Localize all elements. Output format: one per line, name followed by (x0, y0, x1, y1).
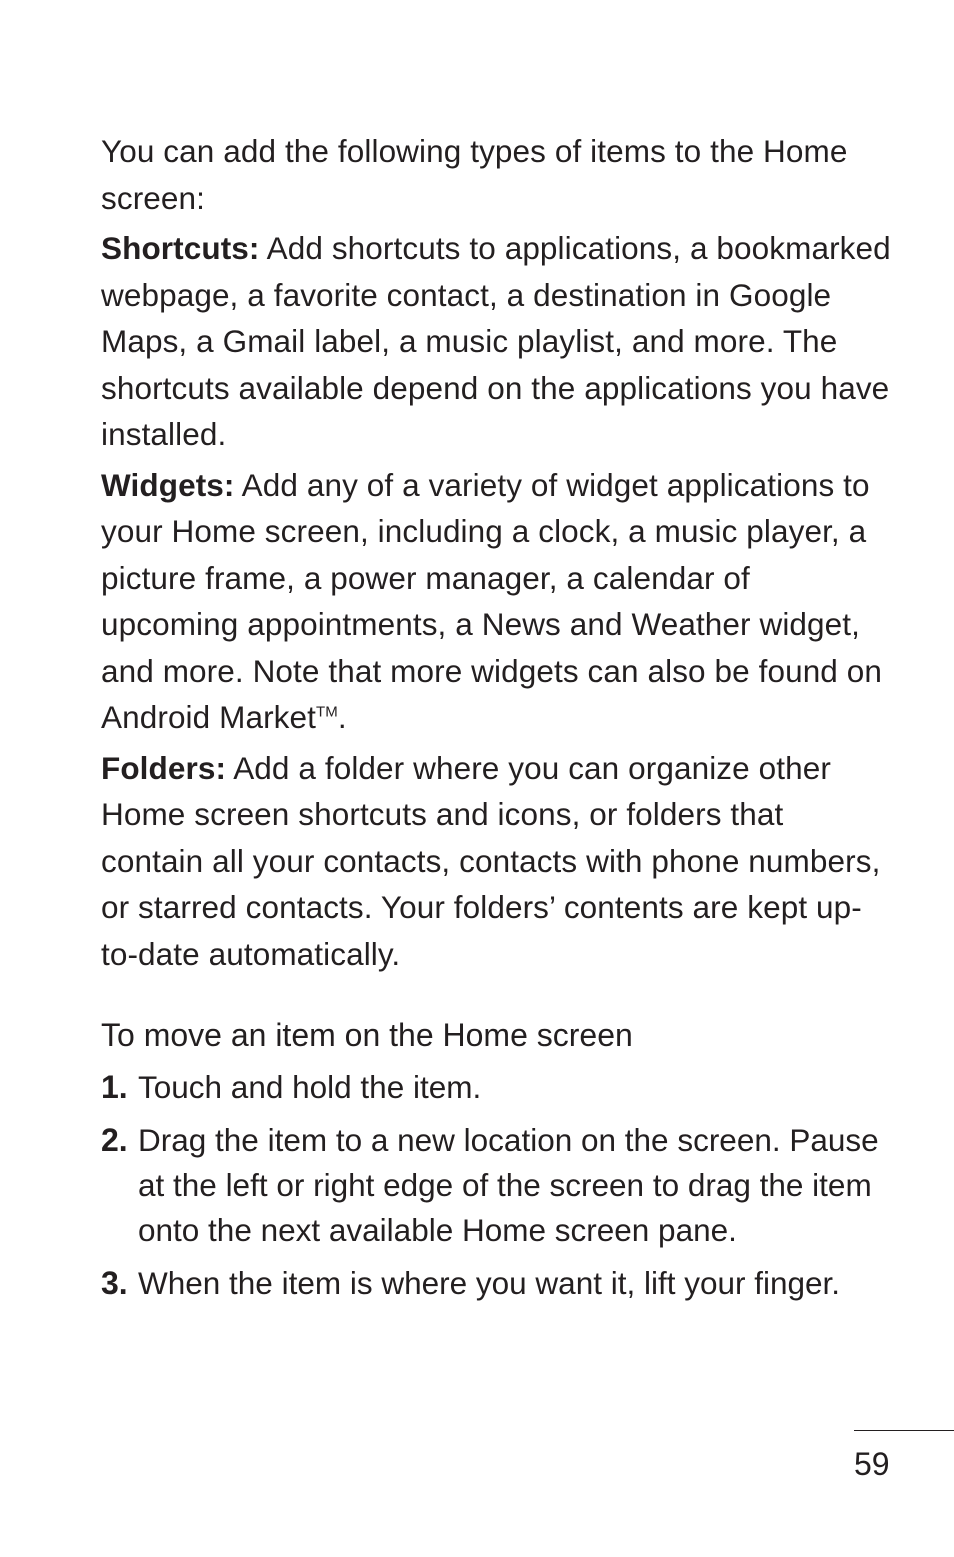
folders-paragraph (101, 745, 891, 978)
page-number-divider (854, 1430, 954, 1431)
folders-description: Add a folder where you can organize other Home screen shortcuts and icons, or folders that contain all your contacts, contacts with phone numbers, or starred contacts. Your folders’ contents are kept up-to-date automatically. (101, 749, 881, 972)
list-item (101, 1118, 891, 1253)
list-item (101, 1261, 891, 1306)
step-number: 1. (101, 1069, 128, 1105)
step-number: 3. (101, 1265, 128, 1301)
step-text: When the item is where you want it, lift your finger. (138, 1265, 841, 1301)
widgets-trailing: . (337, 699, 347, 735)
step-number: 2. (101, 1122, 128, 1158)
widgets-paragraph (101, 462, 891, 741)
widgets-description: Add any of a variety of widget applications to your Home screen, including a clock, a music player, a picture frame, a power manager, a calendar of upcoming appointments, a News and Weather widget, and more. Note that more widgets can also be found on Android Market (101, 466, 883, 735)
step-text: Touch and hold the item. (138, 1069, 482, 1105)
widgets-term: Widgets: (101, 466, 235, 503)
step-text: Drag the item to a new location on the screen. Pause at the left or right edge of the screen to drag the item onto the next available Home screen pane. (138, 1122, 879, 1248)
list-item (101, 1065, 891, 1110)
intro-paragraph: You can add the following types of items to the Home screen: (101, 133, 848, 216)
shortcuts-description: Add shortcuts to applications, a bookmarked webpage, a favorite contact, a destination in Google Maps, a Gmail label, a music playlist, and more. The shortcuts available depend on the applications you have installed. (101, 230, 891, 452)
shortcuts-paragraph (101, 225, 891, 458)
folders-term: Folders: (101, 749, 227, 786)
steps-list (101, 1065, 891, 1306)
trademark-mark: TM (316, 703, 338, 721)
page-content (101, 128, 891, 1314)
section-heading: To move an item on the Home screen (101, 1017, 633, 1053)
shortcuts-term: Shortcuts: (101, 230, 260, 266)
page-number: 59 (854, 1446, 890, 1482)
